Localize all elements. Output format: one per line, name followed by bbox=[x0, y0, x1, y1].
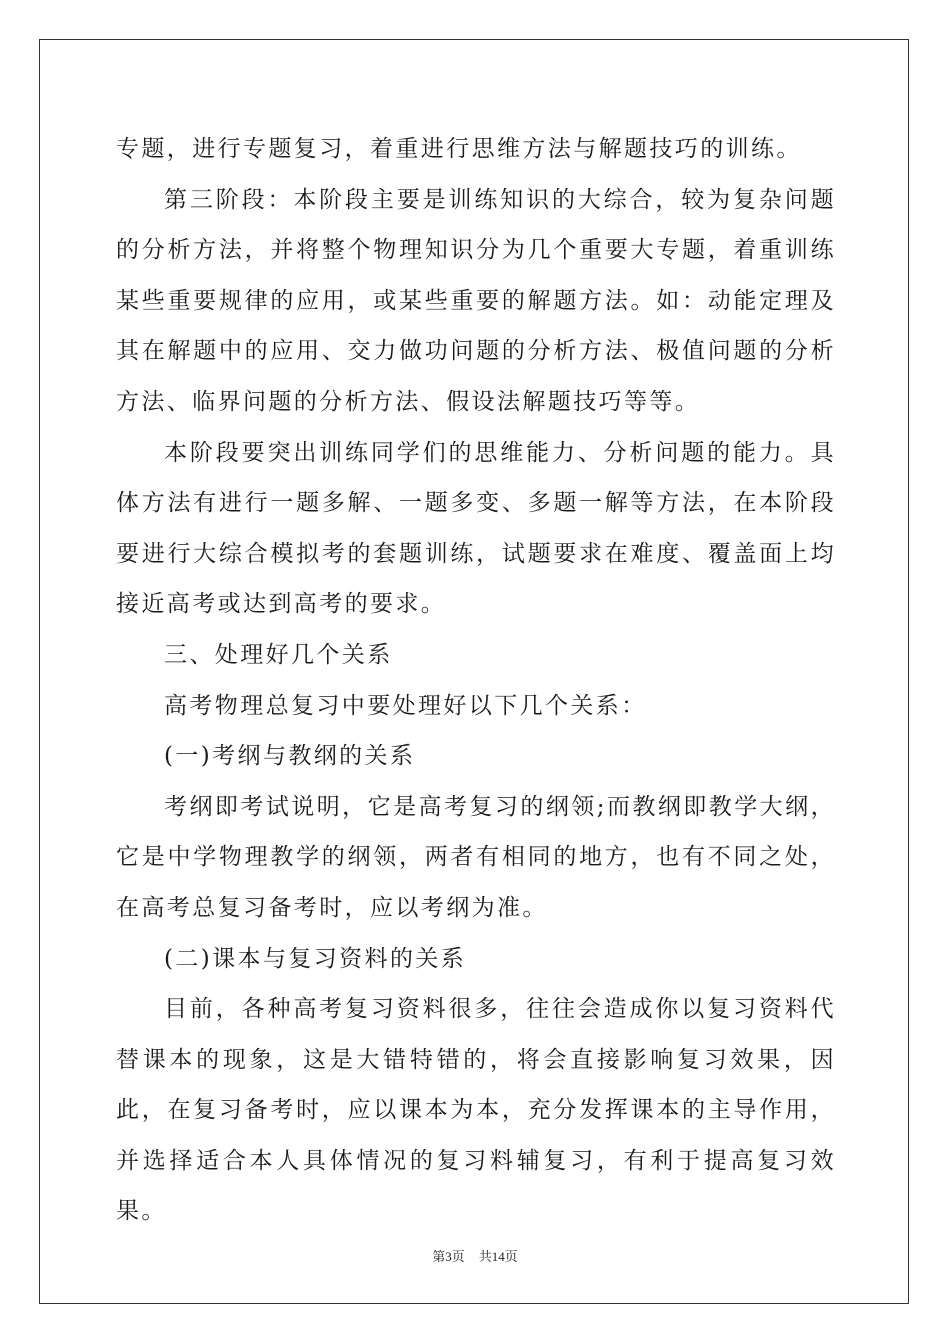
page-total: 共14页 bbox=[478, 1249, 518, 1264]
paragraph-6: 目前，各种高考复习资料很多，往往会造成你以复习资料代替课本的现象，这是大错特错的，将会直接影响复习效果，因此，在复习备考时，应以课本为本，充分发挥课本的主导作用，并选择适合本人具体情况的复习料辅复习，有利于提高复习效果。 bbox=[116, 996, 836, 1225]
document-body bbox=[116, 124, 836, 1237]
paragraph-4: 高考物理总复习中要处理好以下几个关系： bbox=[164, 692, 647, 719]
paragraph-2: 第三阶段：本阶段主要是训练知识的大综合，较为复杂问题的分析方法，并将整个物理知识分为几个重要大专题，着重训练某些重要规律的应用，或某些重要的解题方法。如：动能定理及其在解题中的应用、交力做功问题的分析方法、极值问题的分析方法、临界问题的分析方法、假设法解题技巧等等。 bbox=[116, 186, 836, 415]
paragraph-1: 专题，进行专题复习，着重进行思维方法与解题技巧的训练。 bbox=[116, 136, 802, 162]
page-footer bbox=[0, 1246, 950, 1265]
paragraph-3: 本阶段要突出训练同学们的思维能力、分析问题的能力。具体方法有进行一题多解、一题多变、多题一解等方法，在本阶段要进行大综合模拟考的套题训练，试题要求在难度、覆盖面上均接近高考或达到高考的要求。 bbox=[116, 439, 836, 618]
paragraph-5: 考纲即考试说明，它是高考复习的纲领;而教纲即教学大纲，它是中学物理教学的纲领，两者有相同的地方，也有不同之处，在高考总复习备考时，应以考纲为准。 bbox=[116, 793, 836, 921]
subheading-syllabus: (一)考纲与教纲的关系 bbox=[164, 743, 416, 770]
subheading-textbook: (二)课本与复习资料的关系 bbox=[164, 945, 467, 972]
page-number: 第3页 bbox=[432, 1249, 465, 1264]
section-heading-relations: 三、处理好几个关系 bbox=[164, 641, 393, 668]
